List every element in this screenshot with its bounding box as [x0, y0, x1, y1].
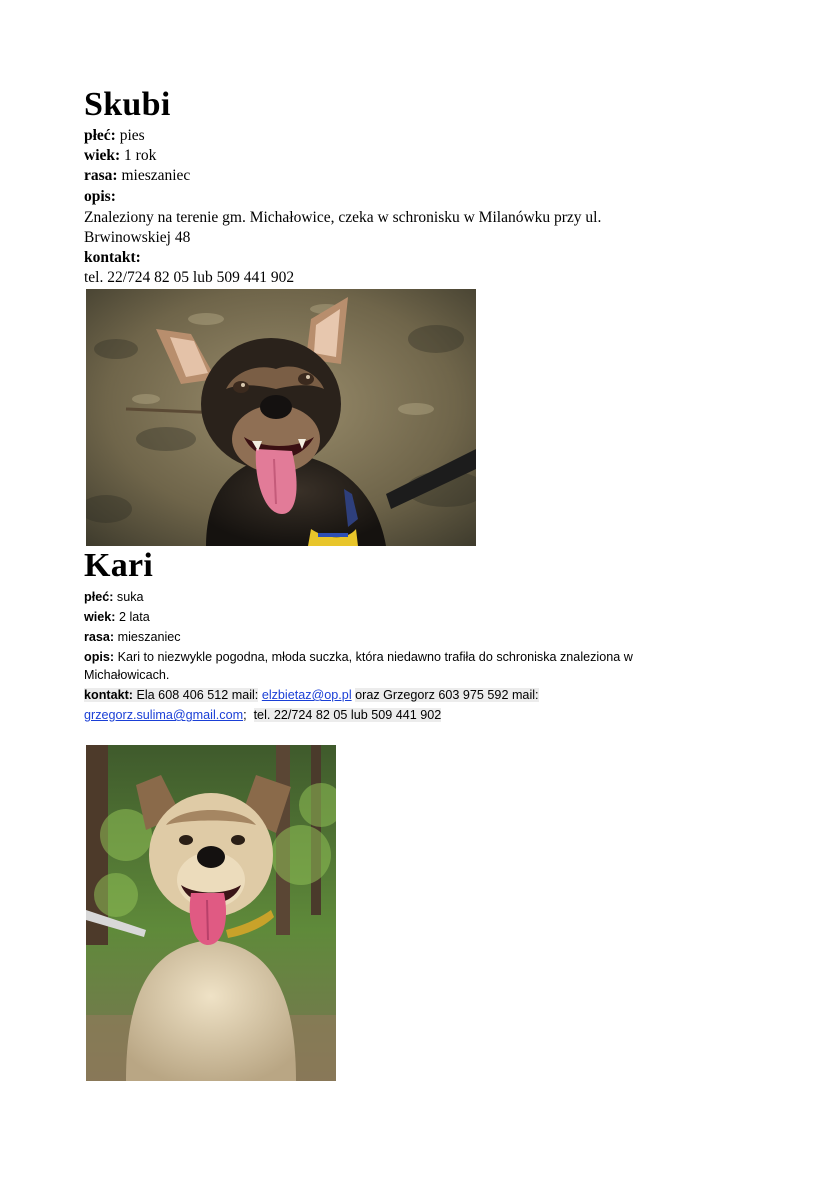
contact-label: kontakt: — [84, 688, 133, 702]
sex-row — [84, 588, 144, 606]
desc-text-line2: Michałowicach. — [84, 668, 170, 682]
desc-text-line1: Znaleziony na terenie gm. Michałowice, czeka w schronisku w Milanówku przy ul. — [84, 209, 602, 226]
pet-photo-kari — [86, 745, 336, 1081]
sex-row — [84, 126, 145, 146]
breed-row — [84, 166, 190, 186]
age-row — [84, 608, 150, 626]
contact-label-row — [84, 248, 141, 268]
breed-label: rasa: — [84, 630, 115, 644]
contact-row-2 — [84, 706, 441, 724]
age-row — [84, 146, 156, 166]
desc-text-line2: Brwinowskiej 48 — [84, 229, 191, 246]
dog-photo-illustration — [86, 745, 336, 1081]
age-label: wiek: — [84, 147, 121, 164]
breed-value: mieszaniec — [117, 630, 181, 644]
breed-value: mieszaniec — [121, 167, 191, 184]
email-link-2[interactable]: grzegorz.sulima@gmail.com — [84, 708, 244, 722]
contact-text1: Ela 608 406 512 mail: — [136, 688, 259, 702]
sex-label: płeć: — [84, 127, 116, 144]
pet-name-heading: Skubi — [84, 86, 171, 123]
desc-text-line1: Kari to niezwykle pogodna, młoda suczka, która niedawno trafiła do schroniska znaleziona w — [117, 650, 633, 664]
sex-label: płeć: — [84, 590, 114, 604]
contact-phone: tel. 22/724 82 05 lub 509 441 902 — [84, 269, 295, 286]
contact-phone: tel. 22/724 82 05 lub 509 441 902 — [253, 708, 442, 722]
desc-label: opis: — [84, 650, 115, 664]
email-link-1[interactable]: elzbietaz@op.pl — [261, 688, 352, 702]
pet-name-heading: Kari — [84, 547, 154, 584]
breed-row — [84, 628, 181, 646]
contact-label: kontakt: — [84, 249, 141, 266]
breed-label: rasa: — [84, 167, 118, 184]
contact-row — [84, 686, 539, 704]
desc-row — [84, 648, 633, 666]
dog-photo-illustration — [86, 289, 476, 546]
desc-label-row — [84, 187, 116, 207]
contact-separator: ; — [243, 708, 247, 722]
age-value: 1 rok — [124, 147, 157, 164]
desc-label: opis: — [84, 188, 116, 205]
sex-value: pies — [119, 127, 145, 144]
age-label: wiek: — [84, 610, 116, 624]
age-value: 2 lata — [119, 610, 150, 624]
contact-text2: oraz Grzegorz 603 975 592 mail: — [355, 688, 539, 702]
pet-photo-skubi — [86, 289, 476, 546]
sex-value: suka — [116, 590, 144, 604]
